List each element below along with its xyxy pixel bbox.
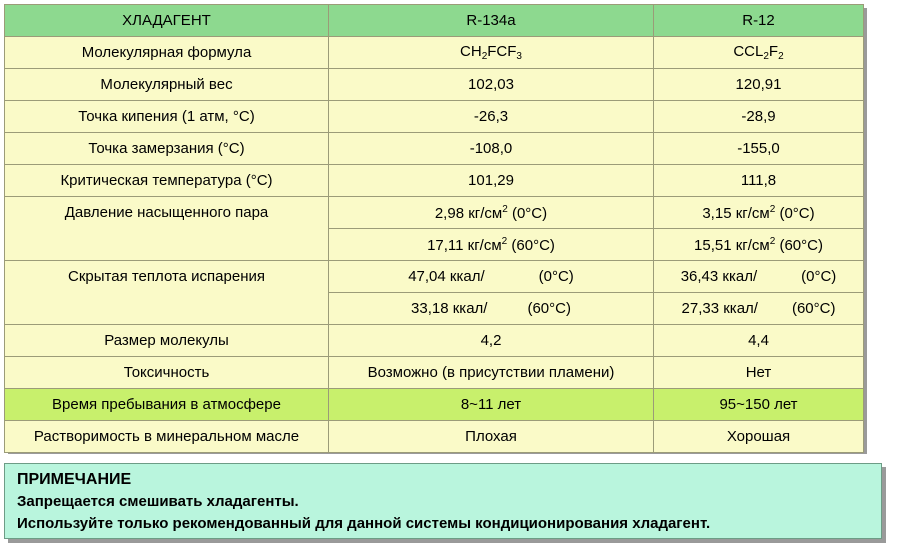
pressure-r134a-0-cond: (0°C) (507, 204, 548, 222)
pressure-r134a-60-sup: 2 (501, 235, 508, 247)
pressure-r12-0-cond: (0°C) (775, 204, 815, 222)
table-row-toxicity (5, 357, 864, 389)
solubility-r12: Хорошая (654, 421, 864, 453)
latent-r12-0 (654, 261, 864, 293)
latent-r12-60-value: 27,33 ккал/ (681, 300, 758, 317)
pressure-r12-60 (654, 229, 864, 261)
weight-r134a: 102,03 (329, 69, 654, 101)
header-r12: R-12 (654, 5, 864, 37)
latent-r134a-0-value: 47,04 ккал/ (408, 268, 485, 285)
formula-r134a-part2: FCF (487, 43, 517, 60)
latent-r134a-0-cond: (0°C) (538, 268, 574, 285)
table-row-lifetime (5, 389, 864, 421)
pressure-r134a-0-value: 2,98 кг/см (434, 204, 503, 222)
formula-r134a-sub1: 2 (481, 51, 488, 62)
table-row-boiling (5, 101, 864, 133)
table-header-row (5, 5, 864, 37)
size-r134a: 4,2 (329, 325, 654, 357)
pressure-r12-0-value: 3,15 кг/см (702, 204, 770, 222)
freezing-r12: -155,0 (654, 133, 864, 165)
table-row-pressure-0 (5, 197, 864, 229)
header-param: ХЛАДАГЕНТ (5, 5, 329, 37)
size-label: Размер молекулы (5, 325, 329, 357)
lifetime-r134a: 8~11 лет (329, 389, 654, 421)
latent-r12-60-cond: (60°C) (791, 300, 836, 317)
boiling-r12: -28,9 (654, 101, 864, 133)
formula-r12-part1: CCL (733, 43, 764, 60)
table-row-solubility (5, 421, 864, 453)
header-r134a: R-134a (329, 5, 654, 37)
pressure-label: Давление насыщенного пара (5, 197, 329, 261)
refrigerant-comparison-table-wrapper (4, 4, 863, 450)
pressure-r134a-60 (329, 229, 654, 261)
formula-r134a-sub2: 3 (516, 51, 522, 62)
freezing-label: Точка замерзания (°C) (5, 133, 329, 165)
weight-r12: 120,91 (654, 69, 864, 101)
lifetime-r12: 95~150 лет (654, 389, 864, 421)
table-row-weight (5, 69, 864, 101)
note-box (4, 463, 882, 539)
table-row-size (5, 325, 864, 357)
formula-r134a-part1: CH (460, 43, 482, 60)
pressure-r134a-60-cond: (60°C) (507, 236, 555, 254)
critical-r12: 111,8 (654, 165, 864, 197)
pressure-r134a-60-value: 17,11 кг/см (427, 236, 502, 254)
latent-r12-60 (654, 293, 864, 325)
critical-label: Критическая температура (°C) (5, 165, 329, 197)
latent-label: Скрытая теплота испарения (5, 261, 329, 325)
note-title: ПРИМЕЧАНИЕ (17, 471, 132, 488)
pressure-r12-0-sup: 2 (769, 203, 776, 215)
note-line-recommended: Используйте только рекомендованный для данной системы кондиционирования хладагент. (17, 515, 711, 532)
pressure-r134a-0-sup: 2 (502, 203, 508, 215)
boiling-label: Точка кипения (1 атм, °C) (5, 101, 329, 133)
refrigerant-comparison-table (4, 4, 864, 453)
toxicity-r12: Нет (654, 357, 864, 389)
latent-r134a-60-value: 33,18 ккал/ (411, 300, 488, 317)
formula-label: Молекулярная формула (5, 37, 329, 69)
latent-r134a-0 (329, 261, 654, 293)
critical-r134a: 101,29 (329, 165, 654, 197)
latent-r12-0-cond: (0°C) (801, 268, 837, 285)
latent-r134a-60 (329, 293, 654, 325)
formula-r12 (654, 37, 864, 69)
table-row-latent-0 (5, 261, 864, 293)
latent-r12-0-value: 36,43 ккал/ (680, 268, 758, 285)
table-row-formula (5, 37, 864, 69)
weight-label: Молекулярный вес (5, 69, 329, 101)
boiling-r134a: -26,3 (329, 101, 654, 133)
size-r12: 4,4 (654, 325, 864, 357)
toxicity-r134a: Возможно (в присутствии пламени) (329, 357, 654, 389)
lifetime-label: Время пребывания в атмосфере (5, 389, 329, 421)
formula-r12-sub1: 2 (763, 51, 769, 62)
freezing-r134a: -108,0 (329, 133, 654, 165)
formula-r134a (329, 37, 654, 69)
formula-r12-part2: F (768, 43, 779, 60)
formula-r12-sub2: 2 (778, 51, 784, 62)
table-row-critical (5, 165, 864, 197)
solubility-r134a: Плохая (329, 421, 654, 453)
solubility-label: Растворимость в минеральном масле (5, 421, 329, 453)
pressure-r12-60-value: 15,51 кг/см (694, 236, 770, 254)
table-row-freezing (5, 133, 864, 165)
pressure-r12-60-sup: 2 (769, 235, 776, 247)
toxicity-label: Токсичность (5, 357, 329, 389)
pressure-r12-60-cond: (60°C) (775, 236, 823, 254)
latent-r134a-60-cond: (60°C) (527, 300, 571, 317)
pressure-r12-0 (654, 197, 864, 229)
pressure-r134a-0 (329, 197, 654, 229)
note-line-mixing: Запрещается смешивать хладагенты. (17, 493, 299, 510)
